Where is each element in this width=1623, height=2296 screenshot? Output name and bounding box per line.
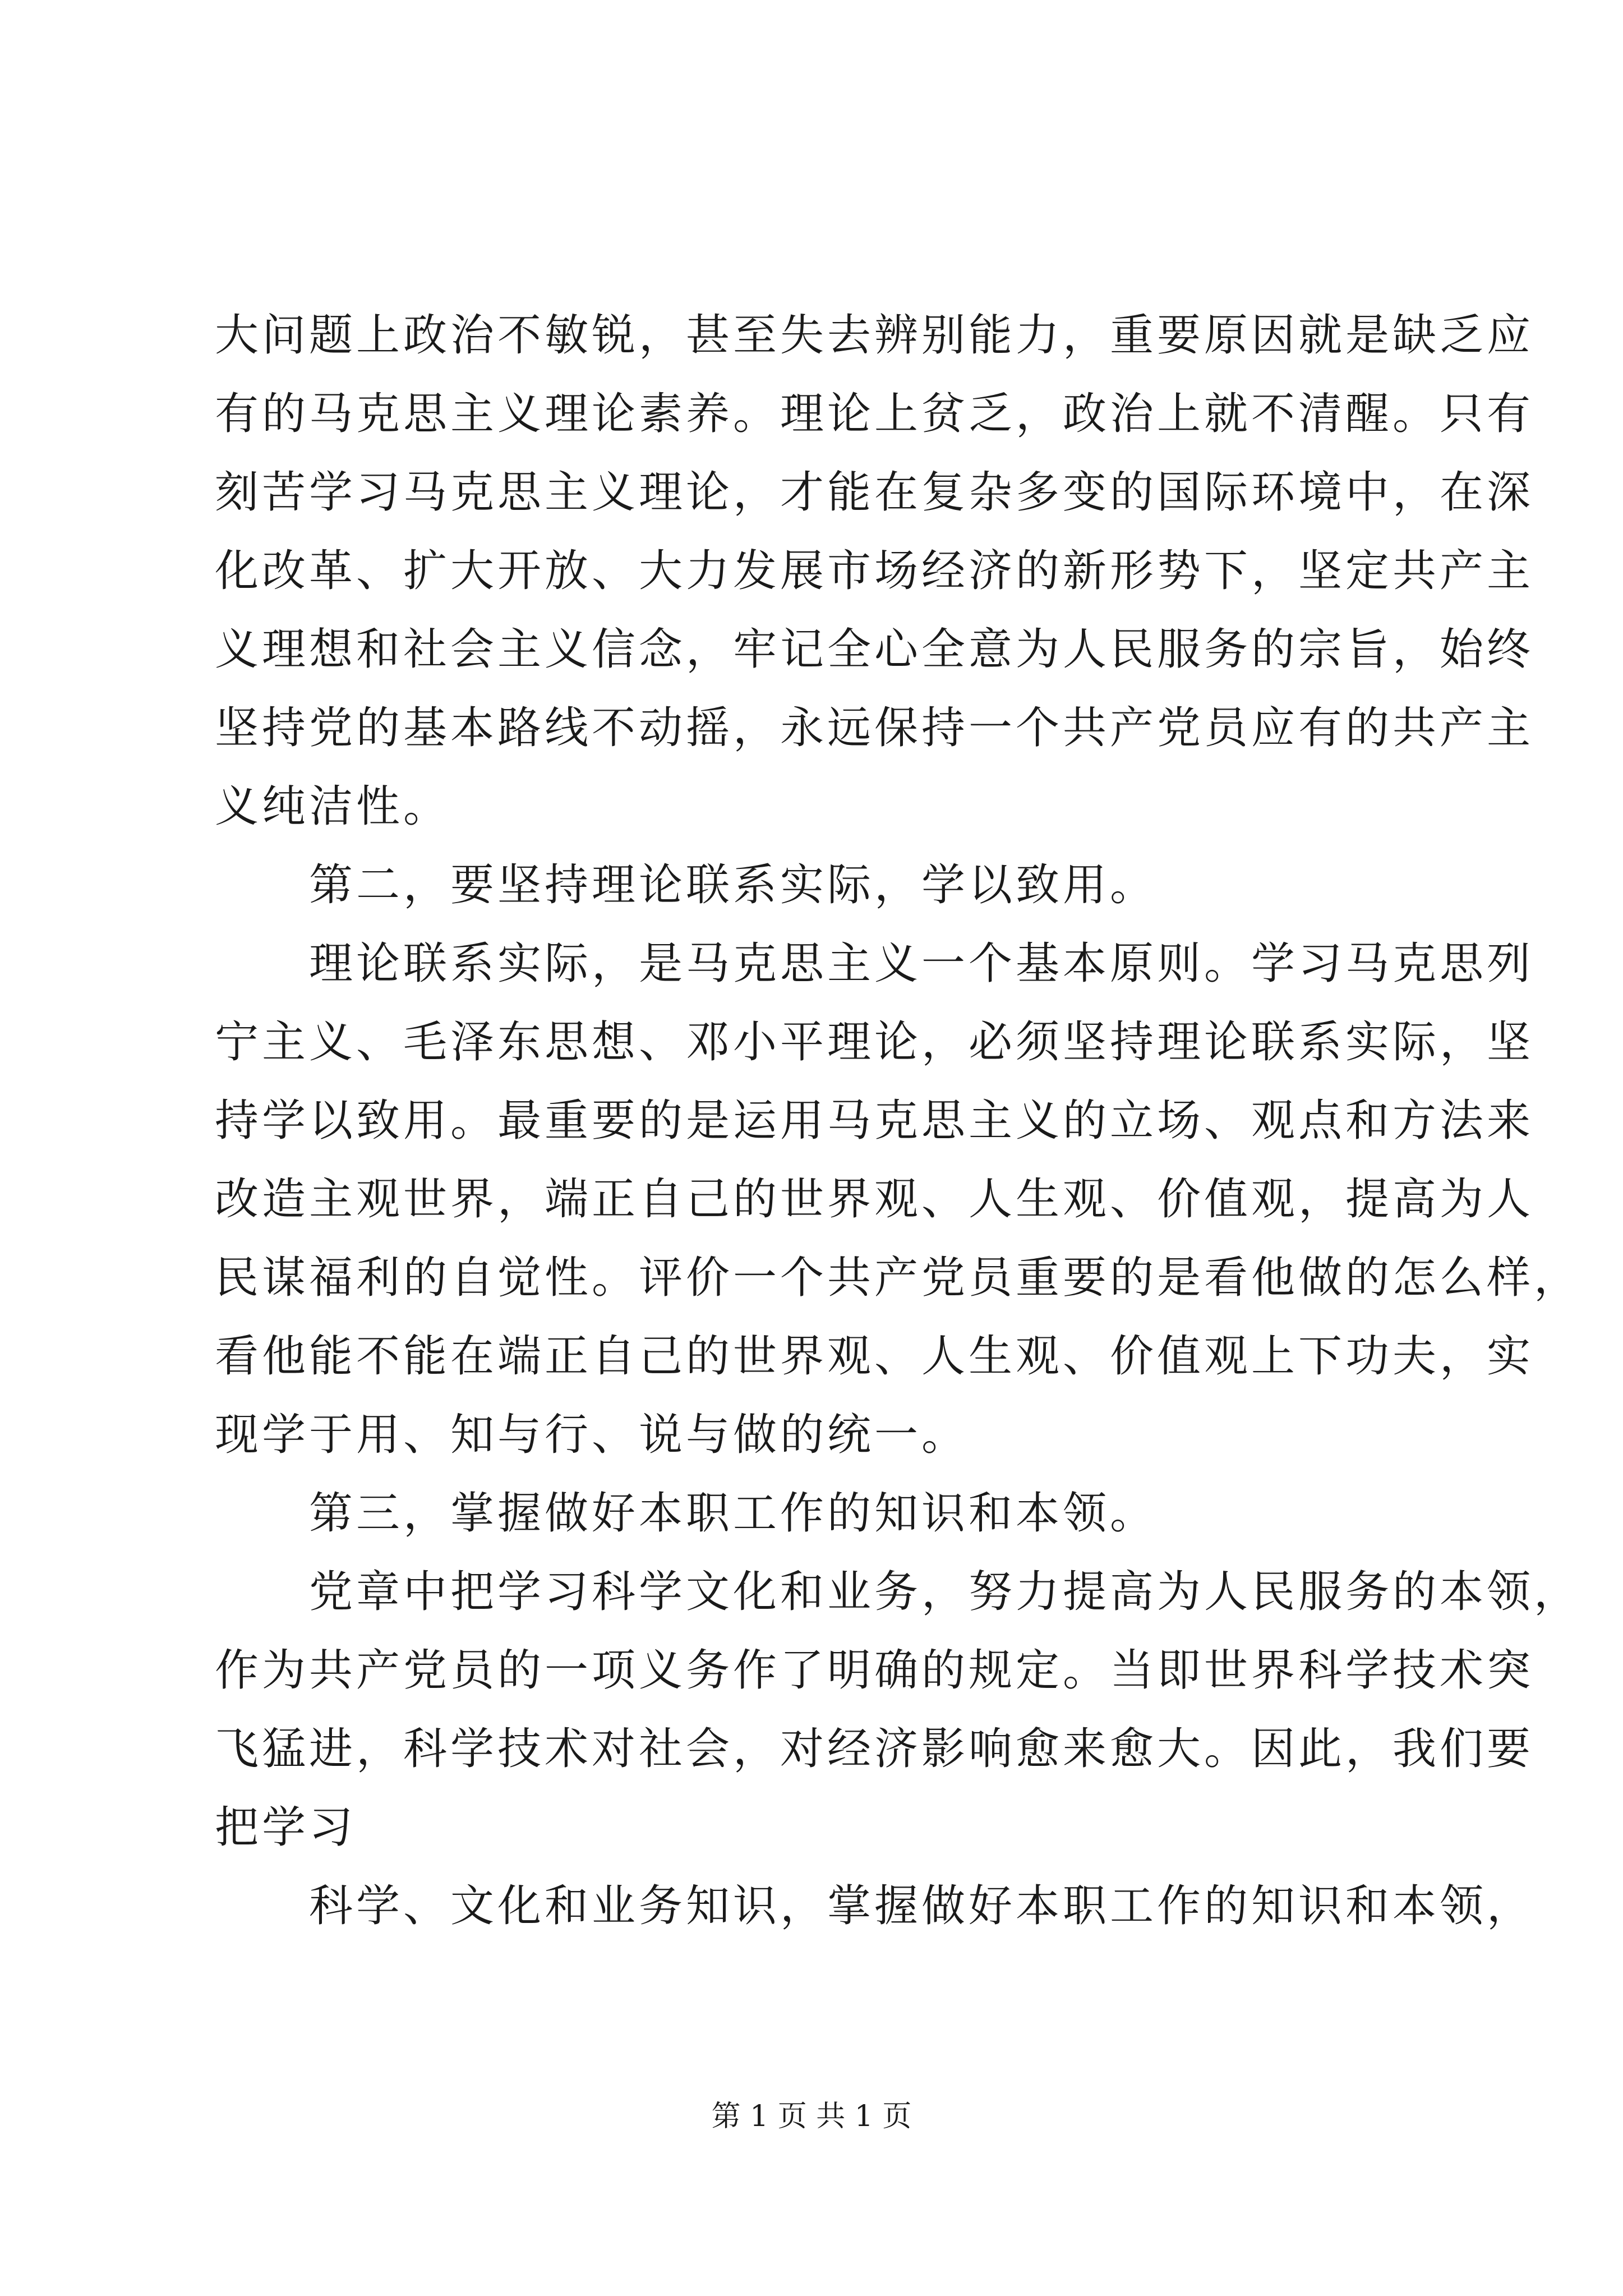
text-line: 党章中把学习科学文化和业务，努力提高为人民服务的本领， (309, 1567, 1581, 1617)
text-line: 大问题上政治不敏锐，甚至失去辨别能力，重要原因就是缺乏应 (215, 310, 1534, 361)
text-line: 理论联系实际，是马克思主义一个基本原则。学习马克思列 (309, 938, 1534, 989)
text-line: 作为共产党员的一项义务作了明确的规定。当即世界科学技术突 (215, 1645, 1534, 1696)
section-heading-3: 第三，掌握做好本职工作的知识和本领。 (309, 1488, 1158, 1539)
text-line: 现学于用、知与行、说与做的统一。 (215, 1410, 969, 1460)
text-line: 科学、文化和业务知识，掌握做好本职工作的知识和本领， (309, 1881, 1534, 1931)
text-line: 改造主观世界，端正自己的世界观、人生观、价值观，提高为人 (215, 1174, 1534, 1225)
text-line: 坚持党的基本路线不动摇，永远保持一个共产党员应有的共产主 (215, 703, 1534, 753)
text-line: 飞猛进，科学技术对社会，对经济影响愈来愈大。因此，我们要 (215, 1724, 1534, 1774)
text-line: 持学以致用。最重要的是运用马克思主义的立场、观点和方法来 (215, 1096, 1534, 1146)
text-line: 义理想和社会主义信念，牢记全心全意为人民服务的宗旨，始终 (215, 624, 1534, 675)
section-heading-2: 第二，要坚持理论联系实际，学以致用。 (309, 860, 1158, 910)
document-body (215, 296, 1581, 1945)
text-line: 宁主义、毛泽东思想、邓小平理论，必须坚持理论联系实际，坚 (215, 1017, 1534, 1068)
text-line: 刻苦学习马克思主义理论，才能在复杂多变的国际环境中，在深 (215, 467, 1534, 518)
page-footer: 第 1 页 共 1 页 (711, 2100, 912, 2133)
text-line: 义纯洁性。 (215, 781, 451, 832)
text-line: 把学习 (215, 1802, 357, 1853)
text-line: 化改革、扩大开放、大力发展市场经济的新形势下，坚定共产主 (215, 546, 1534, 596)
text-line: 看他能不能在端正自己的世界观、人生观、价值观上下功夫，实 (215, 1331, 1534, 1382)
text-line: 民谋福利的自觉性。评价一个共产党员重要的是看他做的怎么样， (215, 1253, 1581, 1303)
text-line: 有的马克思主义理论素养。理论上贫乏，政治上就不清醒。只有 (215, 389, 1534, 439)
